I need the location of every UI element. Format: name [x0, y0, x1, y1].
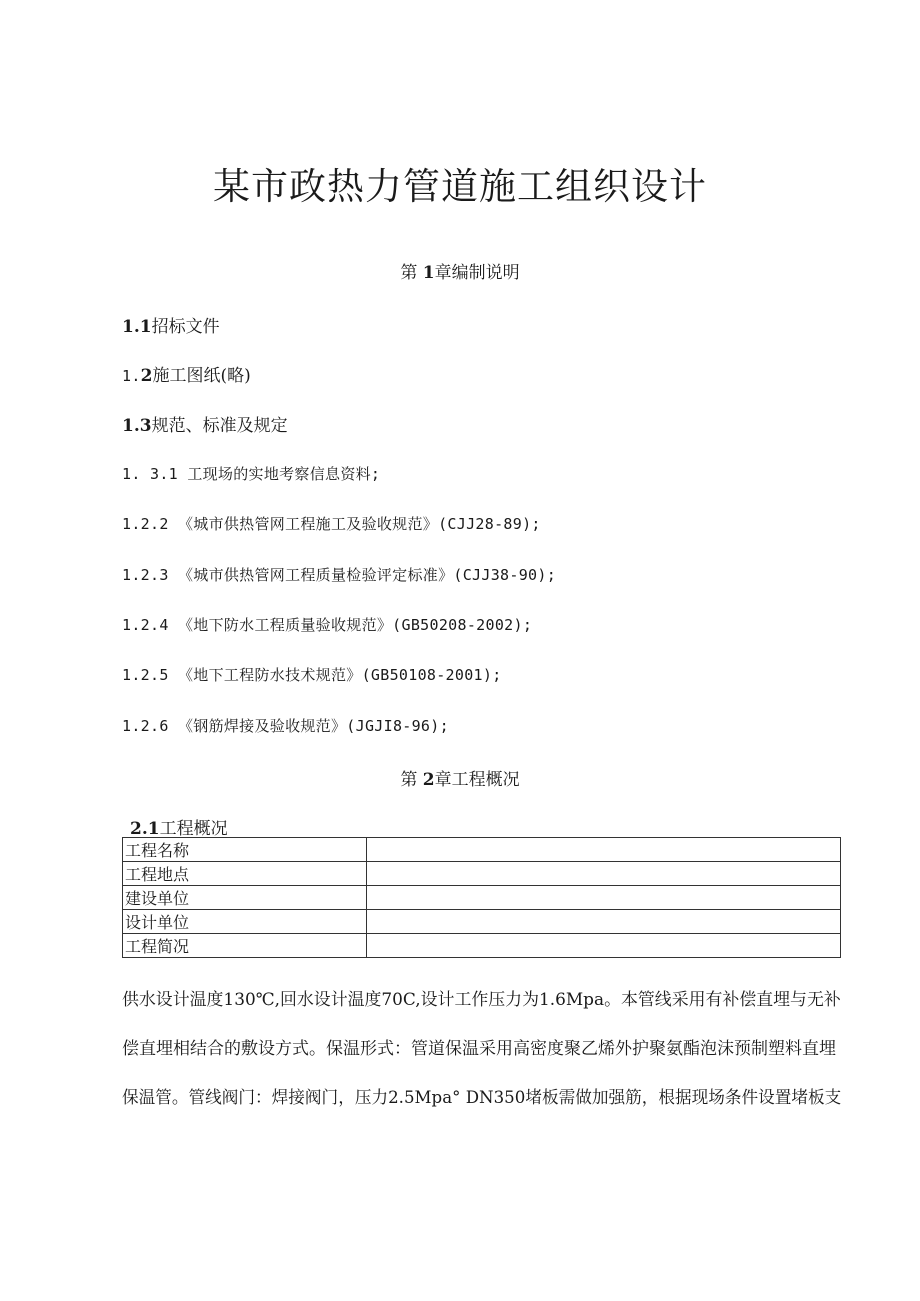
table-row: [123, 910, 841, 934]
list-item: [122, 564, 556, 585]
list-item-text: 1.2.3 《城市供热管网工程质量检验评定标准》(CJJ38-90);: [122, 566, 557, 584]
section-2-1-number: 2.1: [130, 819, 160, 839]
table-label-cell: 工程名称: [123, 838, 367, 862]
section-1-3-number: 1.3: [122, 416, 152, 436]
chapter-1-heading: [0, 258, 920, 283]
table-value-cell: [367, 862, 841, 886]
table-label-cell: 建设单位: [123, 886, 367, 910]
table-value-cell: [367, 934, 841, 958]
table-value-cell: [367, 838, 841, 862]
chapter-2-title: 章工程概况: [434, 770, 520, 790]
document-title: 某市政热力管道施工组织设计: [213, 165, 707, 208]
paragraph-line: 供水设计温度130℃,回水设计温度70C,设计工作压力为1.6Mpa。本管线采用有补偿直埋与无补: [122, 990, 841, 1010]
paragraph-line: 保温管。管线阀门：焊接阀门，压力2.5Mpa° DN350堵板需做加强筋，根据现场条件设置堵板支: [122, 1088, 842, 1108]
table-label-cell: 工程简况: [123, 934, 367, 958]
list-item: [122, 463, 380, 484]
chapter-1-number: 1: [422, 263, 435, 283]
chapter-2-prefix: 第: [400, 770, 418, 790]
table-value-cell: [367, 910, 841, 934]
chapter-1-title: 章编制说明: [434, 263, 520, 283]
list-item-text: 1.2.6 《钢筋焊接及验收规范》(JGJI8-96);: [122, 717, 449, 735]
list-item: [122, 513, 541, 534]
table-row: [123, 838, 841, 862]
section-1-3: [122, 411, 288, 436]
project-info-table: [122, 837, 841, 958]
table-row: [123, 862, 841, 886]
list-item-text: 1.2.5 《地下工程防水技术规范》(GB50108-2001);: [122, 666, 502, 684]
paragraph-line: 偿直埋相结合的敷设方式。保温形式：管道保温采用高密度聚乙烯外护聚氨酯泡沫预制塑料直埋: [122, 1039, 836, 1059]
chapter-1-prefix: 第: [400, 263, 418, 283]
section-1-1-number: 1.1: [122, 317, 152, 337]
section-1-1-title: 招标文件: [151, 317, 220, 337]
chapter-2-heading: [0, 765, 920, 790]
section-1-2-title: 施工图纸(略): [152, 366, 251, 386]
list-item-text: 1.2.2 《城市供热管网工程施工及验收规范》(CJJ28-89);: [122, 515, 541, 533]
list-item: [122, 664, 502, 685]
table-label-cell: 设计单位: [123, 910, 367, 934]
table-value-cell: [367, 886, 841, 910]
list-item-text: 1.2.4 《地下防水工程质量验收规范》(GB50208-2002);: [122, 616, 533, 634]
section-2-1: [130, 814, 228, 839]
table-label-cell: 工程地点: [123, 862, 367, 886]
list-item-text: 1. 3.1 工现场的实地考察信息资料;: [122, 465, 381, 483]
section-1-1: [122, 312, 220, 337]
section-1-2-number-a: 1.: [122, 367, 141, 385]
section-1-2-number-b: 2: [140, 366, 153, 386]
list-item: [122, 614, 532, 635]
section-1-3-title: 规范、标准及规定: [151, 416, 288, 436]
chapter-2-number: 2: [422, 770, 435, 790]
table-row: [123, 886, 841, 910]
table-row: [123, 934, 841, 958]
list-item: [122, 715, 449, 736]
section-1-2: [122, 361, 251, 386]
section-2-1-title: 工程概况: [159, 819, 228, 839]
